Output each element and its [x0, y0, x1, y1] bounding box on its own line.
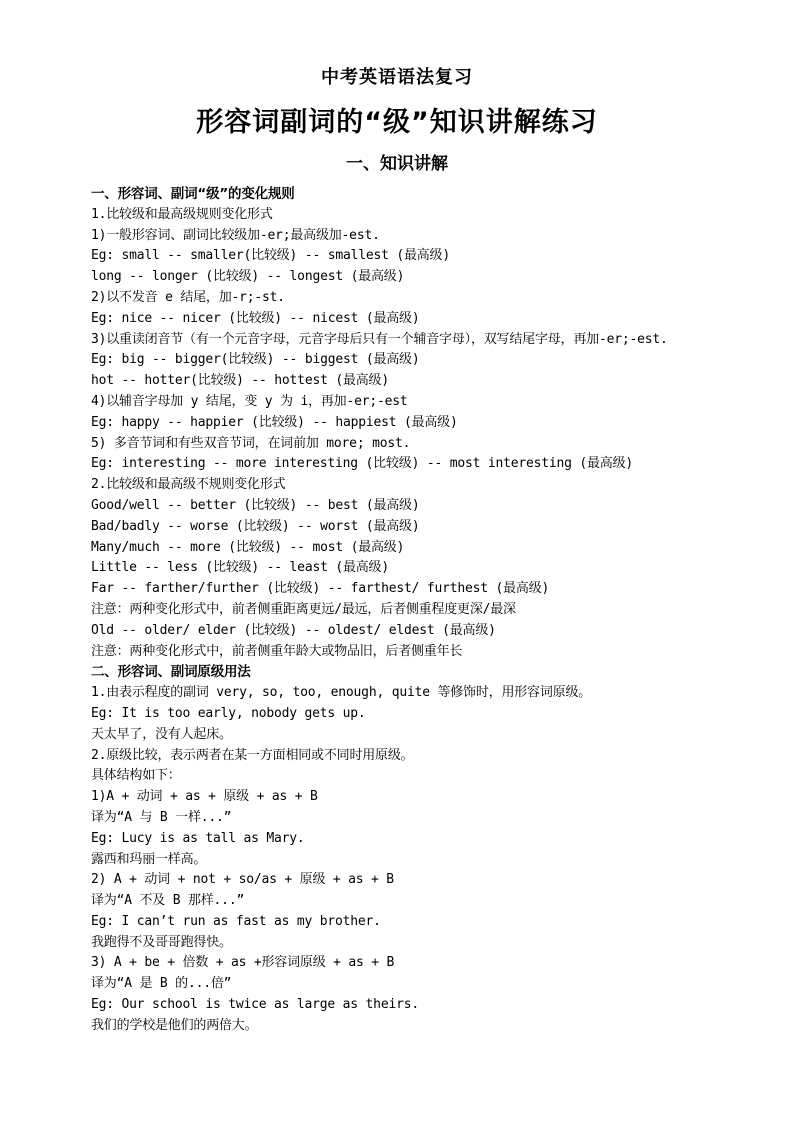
- text-line: Eg: I can’t run as fast as my brother.: [91, 913, 381, 929]
- text-line: Eg: It is too early, nobody gets up.: [91, 705, 366, 721]
- text-line: 注意：两种变化形式中，前者侧重年龄大或物品旧，后者侧重年长: [91, 643, 463, 659]
- text-line: Eg: big -- bigger(比较级) -- biggest (最高级): [91, 352, 420, 368]
- text-line: Little -- less (比较级) -- least (最高级): [91, 560, 389, 576]
- subsection-heading: 一、形容词、副词“级”的变化规则: [91, 186, 295, 202]
- document-title: 形容词副词的“级”知识讲解练习: [196, 107, 598, 138]
- text-line: Old -- older/ elder (比较级) -- oldest/ eldest (最高级): [91, 622, 496, 638]
- text-line: 注意：两种变化形式中，前者侧重距离更远/最远，后者侧重程度更深/最深: [91, 601, 516, 617]
- text-line: 3) A + be + 倍数 + as +形容词原级 + as + B: [91, 955, 395, 971]
- text-line: 具体结构如下：: [91, 768, 181, 784]
- text-line: Far -- farther/further (比较级) -- farthest/ furthest (最高级): [91, 581, 550, 597]
- section-heading: 一、知识讲解: [346, 154, 448, 174]
- text-line: Many/much -- more (比较级) -- most (最高级): [91, 539, 405, 555]
- text-line: long -- longer (比较级) -- longest (最高级): [91, 269, 405, 285]
- text-line: hot -- hotter(比较级) -- hottest (最高级): [91, 373, 389, 389]
- text-line: 3)以重读闭音节（有一个元音字母，元音字母后只有一个辅音字母），双写结尾字母，再加-er;-est.: [91, 331, 668, 347]
- text-line: 4)以辅音字母加 y 结尾，变 y 为 i，再加-er;-est: [91, 393, 408, 409]
- text-line: Good/well -- better (比较级) -- best (最高级): [91, 497, 420, 513]
- document-subtitle: 中考英语语法复习: [321, 67, 473, 88]
- text-line: Bad/badly -- worse (比较级) -- worst (最高级): [91, 518, 420, 534]
- text-line: Eg: nice -- nicer (比较级) -- nicest (最高级): [91, 310, 420, 326]
- text-line: 我们的学校是他们的两倍大。: [91, 1017, 258, 1033]
- text-line: 1.比较级和最高级规则变化形式: [91, 206, 273, 222]
- text-line: 5) 多音节词和有些双音节词，在词前加 more; most.: [91, 435, 411, 451]
- text-line: 译为“A 不及 B 那样...”: [91, 893, 245, 909]
- text-line: 露西和玛丽一样高。: [91, 851, 207, 867]
- text-line: 2)以不发音 e 结尾，加-r;-st.: [91, 289, 285, 305]
- text-line: 我跑得不及哥哥跑得快。: [91, 934, 232, 950]
- text-line: Eg: interesting -- more interesting (比较级) -- most interesting (最高级): [91, 456, 634, 472]
- text-line: 2) A + 动词 + not + so/as + 原级 + as + B: [91, 872, 394, 888]
- subsection-heading: 二、形容词、副词原级用法: [91, 664, 251, 681]
- text-line: 1.由表示程度的副词 very, so, too, enough, quite 等修饰时，用形容词原级。: [91, 685, 592, 701]
- text-line: 2.比较级和最高级不规则变化形式: [91, 477, 286, 493]
- text-line: Eg: happy -- happier (比较级) -- happiest (最高级): [91, 414, 458, 430]
- text-line: 天太早了，没有人起床。: [91, 726, 232, 742]
- document-body: [60, 184, 740, 1037]
- text-line: Eg: Lucy is as tall as Mary.: [91, 830, 305, 846]
- text-line: 2.原级比较，表示两者在某一方面相同或不同时用原级。: [91, 747, 414, 763]
- text-line: Eg: Our school is twice as large as theirs.: [91, 997, 419, 1013]
- text-line: Eg: small -- smaller(比较级) -- smallest (最高级): [91, 248, 450, 264]
- text-line: 1)一般形容词、副词比较级加-er;最高级加-est.: [91, 227, 380, 243]
- text-line: 1)A + 动词 + as + 原级 + as + B: [91, 789, 318, 805]
- text-line: 译为“A 与 B 一样...”: [91, 809, 232, 825]
- text-line: 译为“A 是 B 的...倍”: [91, 976, 232, 992]
